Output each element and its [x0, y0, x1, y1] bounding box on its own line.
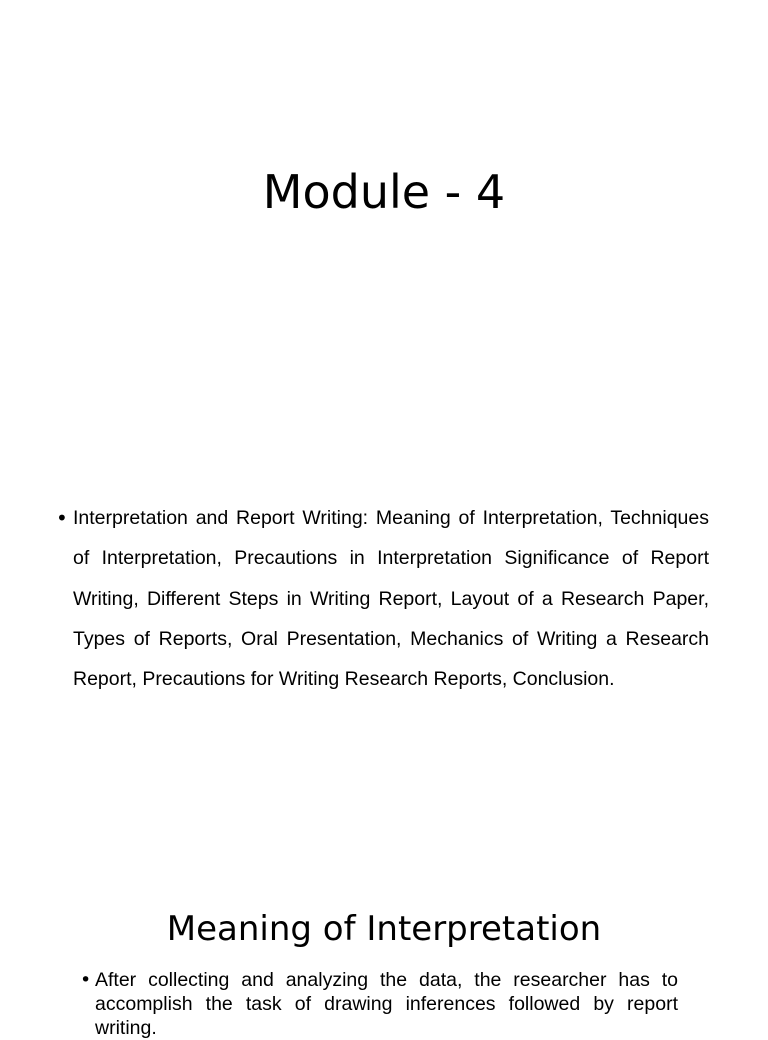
bullet-text: Interpretation and Report Writing: Meaning of Interpretation, Techniques of Interpretation, Precautions in Interpretation Significance of Report Writing, Different Steps in Writing Report, Layout of a Research Paper, Types of Reports, Oral Presentation, Mechanics of Writing a Research Report, Precautions for Writing Research Reports, Conclusion.: [73, 507, 709, 691]
section-title: Meaning of Interpretation: [166, 909, 602, 949]
bullet-icon: •: [80, 969, 92, 991]
list-item: [56, 498, 709, 699]
bullet-text: After collecting and analyzing the data, the researcher has to accomplish the task of drawing inferences followed by report writing.: [95, 969, 678, 1039]
bullet-icon: •: [56, 506, 68, 530]
list-item: [80, 968, 678, 1040]
page-title: Module - 4: [262, 165, 506, 219]
